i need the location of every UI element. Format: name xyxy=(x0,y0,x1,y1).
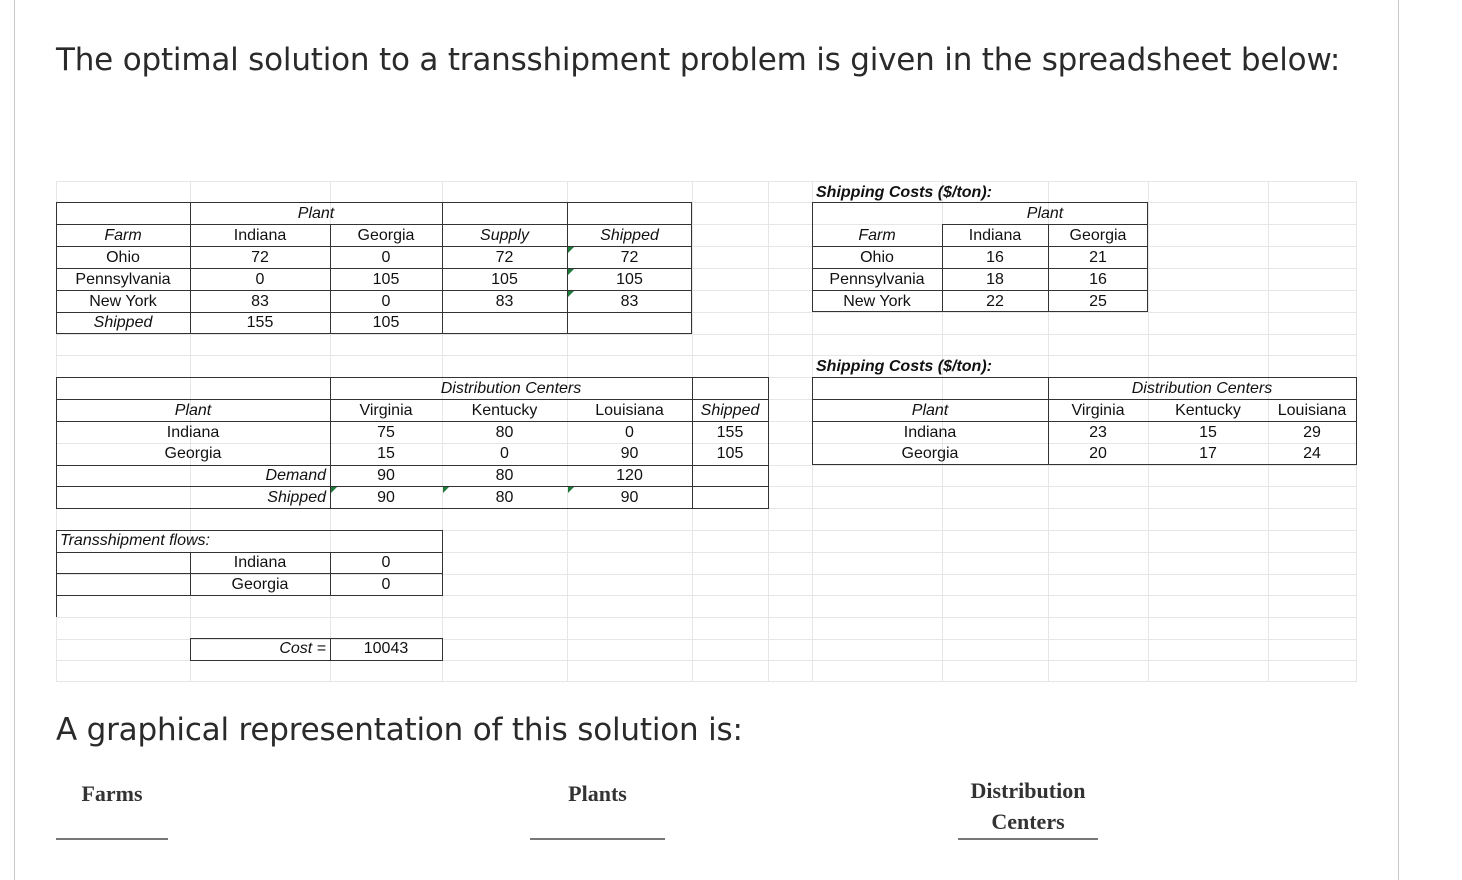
cell-value: 80 xyxy=(495,489,514,506)
row-label: Indiana xyxy=(903,424,957,441)
cell-value: 90 xyxy=(620,445,639,462)
cell-value: 16 xyxy=(1089,271,1107,288)
cell-value: 17 xyxy=(1199,445,1217,462)
plant-dc-header-plant: Plant xyxy=(174,402,212,419)
plants-heading-underline xyxy=(530,838,665,840)
row-label-demand: Demand xyxy=(265,467,326,484)
cell-value: 29 xyxy=(1303,424,1321,441)
distribution-centers-heading xyxy=(958,775,1098,837)
cell-value: 80 xyxy=(495,424,514,441)
plant-dc-header-louisiana: Louisiana xyxy=(595,402,664,419)
farm-plant-header-farm: Farm xyxy=(104,227,142,244)
spreadsheet xyxy=(56,181,1357,682)
row-label: Georgia xyxy=(901,445,959,462)
cell-value: 90 xyxy=(377,489,395,506)
costs-plant-title: Shipping Costs ($/ton): xyxy=(816,358,992,375)
cell-value: 25 xyxy=(1089,293,1107,310)
cost-label: Cost = xyxy=(279,640,326,657)
costs-plant-group-header: Distribution Centers xyxy=(1131,380,1273,397)
cell-value: 21 xyxy=(1089,249,1107,266)
farm-plant-header-georgia: Georgia xyxy=(357,227,415,244)
cell-value: 15 xyxy=(1199,424,1217,441)
formula-marker xyxy=(568,269,574,275)
costs-farm-header-georgia: Georgia xyxy=(1069,227,1127,244)
costs-plant-header-kentucky: Kentucky xyxy=(1175,402,1241,419)
cell-value: 75 xyxy=(377,424,395,441)
cell-value: 155 xyxy=(246,314,274,331)
cell-value: 24 xyxy=(1303,445,1321,462)
cell-value: 105 xyxy=(616,271,643,288)
cell-value: 105 xyxy=(372,271,400,288)
costs-plant-header-plant: Plant xyxy=(911,402,949,419)
farm-plant-group-header: Plant xyxy=(297,205,335,222)
cell-value: 83 xyxy=(495,293,514,310)
cell-value: 0 xyxy=(500,445,509,462)
costs-plant-header-virginia: Virginia xyxy=(1071,402,1125,419)
row-label: New York xyxy=(843,293,911,310)
cell-value: 0 xyxy=(381,554,391,571)
plant-dc-header-shipped: Shipped xyxy=(700,402,760,419)
cell-value: 0 xyxy=(381,576,391,593)
cell-value: 105 xyxy=(372,314,400,331)
cell-value: 90 xyxy=(620,489,639,506)
formula-marker xyxy=(568,247,574,253)
row-label: Georgia xyxy=(231,576,289,593)
plant-dc-header-virginia: Virginia xyxy=(359,402,413,419)
farm-plant-header-indiana: Indiana xyxy=(233,227,287,244)
row-label: Ohio xyxy=(860,249,894,266)
cell-value: 15 xyxy=(377,445,395,462)
row-label: Indiana xyxy=(166,424,220,441)
cell-value: 0 xyxy=(255,271,265,288)
farm-plant-header-supply: Supply xyxy=(480,227,529,244)
formula-marker xyxy=(331,487,337,493)
plants-heading: Plants xyxy=(568,781,627,806)
cell-value: 23 xyxy=(1089,424,1107,441)
cell-value: 155 xyxy=(716,424,744,441)
farms-heading: Farms xyxy=(81,781,143,806)
row-label: New York xyxy=(89,293,157,310)
cell-value: 72 xyxy=(620,249,639,266)
dc-heading-line1: Distribution xyxy=(970,778,1086,803)
farm-plant-header-shipped: Shipped xyxy=(600,227,659,244)
row-label-shipped: Shipped xyxy=(267,489,326,506)
cost-value: 10043 xyxy=(363,640,409,657)
costs-farm-group-header: Plant xyxy=(1026,205,1064,222)
costs-farm-header-indiana: Indiana xyxy=(968,227,1022,244)
cell-value: 20 xyxy=(1089,445,1107,462)
cell-value: 105 xyxy=(491,271,518,288)
cell-value: 120 xyxy=(616,467,643,484)
cell-value: 0 xyxy=(381,249,391,266)
plant-dc-group-header: Distribution Centers xyxy=(440,380,582,397)
formula-marker xyxy=(568,487,574,493)
dc-heading-line2: Centers xyxy=(991,809,1065,834)
cell-value: 22 xyxy=(986,293,1004,310)
formula-marker xyxy=(568,291,574,297)
formula-marker xyxy=(443,487,449,493)
dc-heading-underline xyxy=(958,838,1098,840)
cell-value: 80 xyxy=(495,467,514,484)
row-label: Ohio xyxy=(106,249,140,266)
cell-value: 72 xyxy=(495,249,514,266)
transshipment-title: Transshipment flows: xyxy=(60,532,210,549)
costs-plant-header-louisiana: Louisiana xyxy=(1277,402,1347,419)
cell-value: 83 xyxy=(251,293,269,310)
cell-value: 105 xyxy=(716,445,744,462)
cell-value: 16 xyxy=(986,249,1004,266)
row-label-shipped: Shipped xyxy=(93,314,153,331)
cell-value: 83 xyxy=(620,293,639,310)
graph-intro-text: A graphical representation of this solution is: xyxy=(56,712,743,748)
frame-right-border xyxy=(1398,0,1399,880)
cell-value: 18 xyxy=(986,271,1004,288)
cell-value: 0 xyxy=(381,293,391,310)
costs-farm-header-farm: Farm xyxy=(858,227,896,244)
plant-dc-header-kentucky: Kentucky xyxy=(471,402,538,419)
costs-farm-title: Shipping Costs ($/ton): xyxy=(816,184,992,201)
row-label: Pennsylvania xyxy=(829,271,925,288)
farms-heading-underline xyxy=(56,838,168,840)
row-label: Pennsylvania xyxy=(75,271,171,288)
row-label: Georgia xyxy=(164,445,222,462)
frame-left-border xyxy=(14,0,15,880)
cell-value: 0 xyxy=(625,424,634,441)
row-label: Indiana xyxy=(233,554,287,571)
cell-value: 72 xyxy=(251,249,269,266)
intro-text: The optimal solution to a transshipment problem is given in the spreadsheet below: xyxy=(56,42,1341,78)
cell-value: 90 xyxy=(377,467,395,484)
